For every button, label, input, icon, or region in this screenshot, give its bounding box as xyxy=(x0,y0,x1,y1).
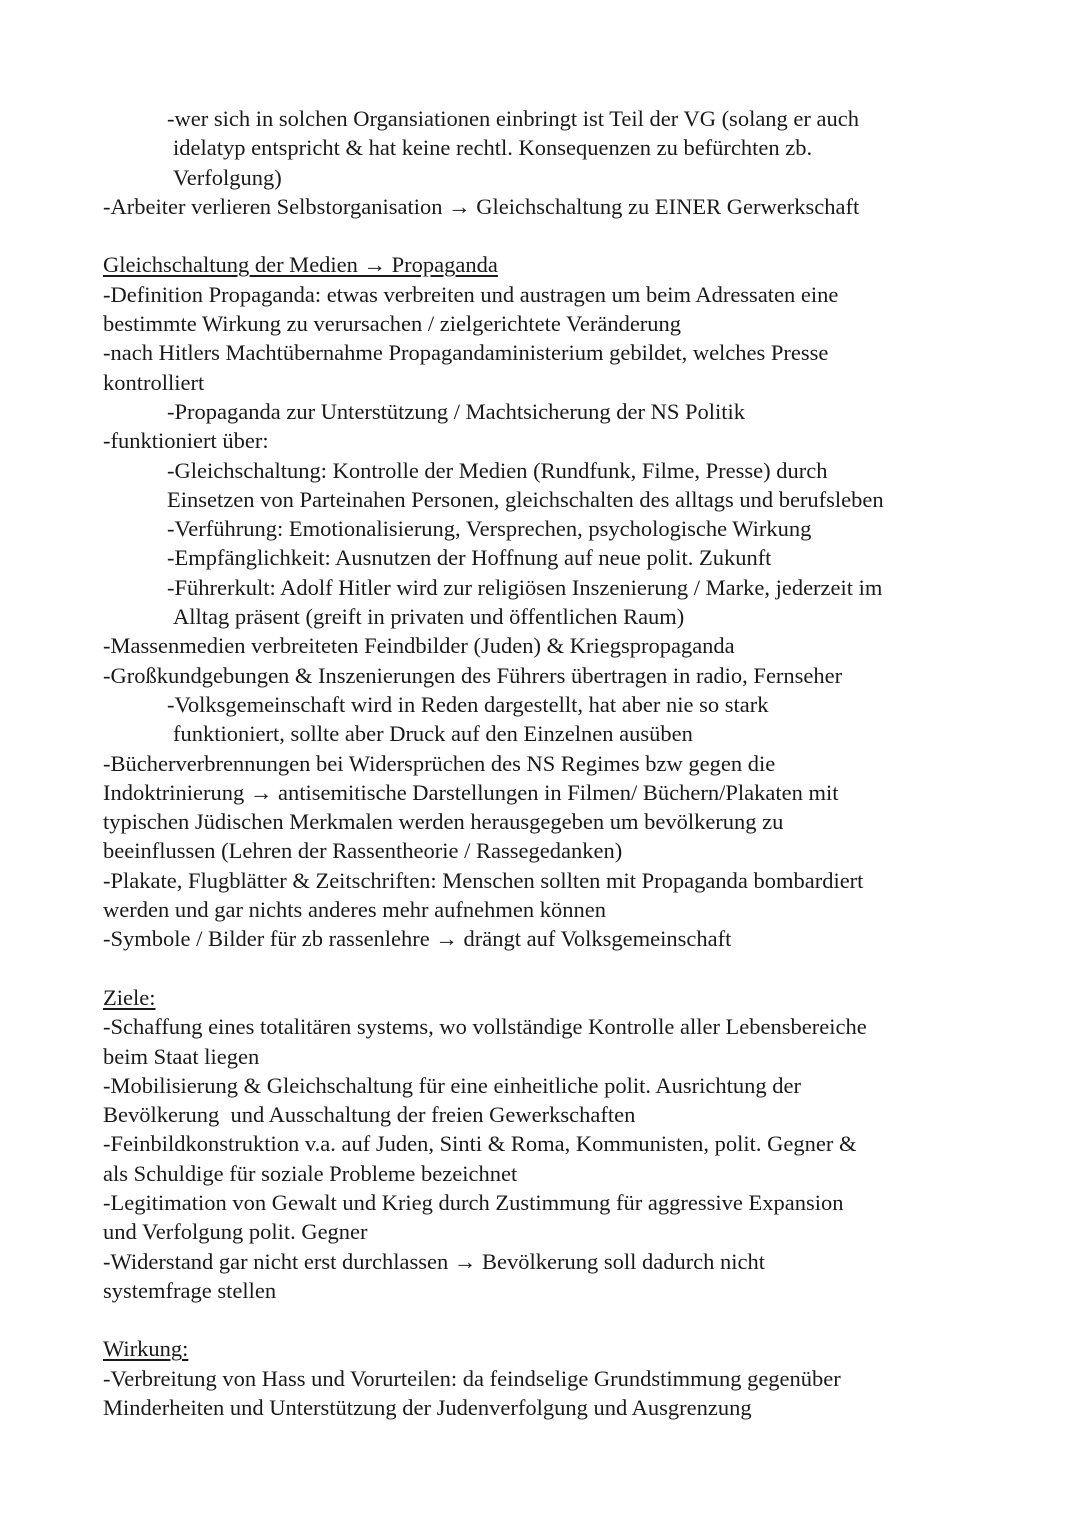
text-line: -Gleichschaltung: Kontrolle der Medien (Rundfunk, Filme, Presse) durch xyxy=(167,457,828,483)
text-line: und Verfolgung polit. Gegner xyxy=(103,1219,368,1245)
spacer xyxy=(103,1305,1003,1334)
text-line: -Widerstand gar nicht erst durchlassen → Bevölkerung soll dadurch nicht xyxy=(103,1248,766,1274)
text-line: -wer sich in solchen Organsiationen einbringt ist Teil der VG (solang er auch xyxy=(167,106,860,131)
text-line: -Plakate, Flugblätter & Zeitschriften: Menschen sollten mit Propaganda bombardiert xyxy=(103,867,864,893)
spacer xyxy=(103,221,1003,250)
text-line: Alltag präsent (greift in privaten und öffentlichen Raum) xyxy=(173,604,685,630)
text-line: -Führerkult: Adolf Hitler wird zur religiösen Inszenierung / Marke, jederzeit im xyxy=(167,574,883,600)
text-line: -Verführung: Emotionalisierung, Versprechen, psychologische Wirkung xyxy=(167,516,812,542)
text-line: Einsetzen von Parteinahen Personen, gleichschalten des alltags und berufsleben xyxy=(167,486,884,512)
text-line: systemfrage stellen xyxy=(103,1277,277,1303)
text-line: Indoktrinierung → antisemitische Darstellungen in Filmen/ Büchern/Plakaten mit xyxy=(103,779,839,805)
section-heading-medien: Gleichschaltung der Medien → Propaganda xyxy=(103,252,498,278)
spacer xyxy=(103,954,1003,983)
text-line: -Mobilisierung & Gleichschaltung für eine einheitliche polit. Ausrichtung der xyxy=(103,1072,801,1098)
text-line: Verfolgung) xyxy=(173,164,282,190)
ziele-section xyxy=(103,983,1003,1305)
text-line: -Propaganda zur Unterstützung / Machtsicherung der NS Politik xyxy=(167,398,746,424)
text-line: Bevölkerung und Ausschaltung der freien Gewerkschaften xyxy=(103,1102,636,1128)
text-line: -nach Hitlers Machtübernahme Propagandaministerium gebildet, welches Presse xyxy=(103,340,829,366)
text-line: -Bücherverbrennungen bei Widersprüchen des NS Regimes bzw gegen die xyxy=(103,750,776,776)
section-heading-ziele: Ziele: xyxy=(103,984,156,1010)
text-line: bestimmte Wirkung zu verursachen / zielgerichtete Veränderung xyxy=(103,311,682,337)
section-heading-wirkung: Wirkung: xyxy=(103,1336,189,1362)
text-line: beeinflussen (Lehren der Rassentheorie / Rassegedanken) xyxy=(103,838,623,864)
text-line: beim Staat liegen xyxy=(103,1043,260,1069)
text-line: -Großkundgebungen & Inszenierungen des Führers übertragen in radio, Fernseher xyxy=(103,662,843,688)
text-line: Minderheiten und Unterstützung der Judenverfolgung und Ausgrenzung xyxy=(103,1395,752,1421)
text-line: -Arbeiter verlieren Selbstorganisation → Gleichschaltung zu EINER Gerwerkschaft xyxy=(103,193,860,219)
text-line: funktioniert, sollte aber Druck auf den Einzelnen ausüben xyxy=(173,721,693,747)
text-line: werden und gar nichts anderes mehr aufnehmen können xyxy=(103,897,606,923)
text-line: als Schuldige für soziale Probleme bezeichnet xyxy=(103,1160,518,1186)
medien-section xyxy=(103,250,1003,953)
wirkung-section xyxy=(103,1334,1003,1422)
text-line: -Verbreitung von Hass und Vorurteilen: da feindselige Grundstimmung gegenüber xyxy=(103,1365,841,1391)
text-line: -Feinbildkonstruktion v.a. auf Juden, Sinti & Roma, Kommunisten, polit. Gegner & xyxy=(103,1131,857,1157)
text-line: -Definition Propaganda: etwas verbreiten und austragen um beim Adressaten eine xyxy=(103,281,839,307)
text-line: -Empfänglichkeit: Ausnutzen der Hoffnung auf neue polit. Zukunft xyxy=(167,545,772,571)
document-page xyxy=(103,104,1003,1422)
text-line: -Massenmedien verbreiteten Feindbilder (Juden) & Kriegspropaganda xyxy=(103,633,735,659)
intro-section xyxy=(103,104,1003,221)
text-line: kontrolliert xyxy=(103,369,205,395)
text-line: -Schaffung eines totalitären systems, wo vollständige Kontrolle aller Lebensbereiche xyxy=(103,1014,867,1040)
text-line: typischen Jüdischen Merkmalen werden herausgegeben um bevölkerung zu xyxy=(103,809,784,835)
text-line: -Legitimation von Gewalt und Krieg durch Zustimmung für aggressive Expansion xyxy=(103,1189,844,1215)
text-line: -funktioniert über: xyxy=(103,428,269,454)
text-line: -Volksgemeinschaft wird in Reden dargestellt, hat aber nie so stark xyxy=(167,691,769,717)
text-line: -Symbole / Bilder für zb rassenlehre → drängt auf Volksgemeinschaft xyxy=(103,926,732,952)
text-line: idelatyp entspricht & hat keine rechtl. Konsequenzen zu befürchten zb. xyxy=(173,135,813,161)
